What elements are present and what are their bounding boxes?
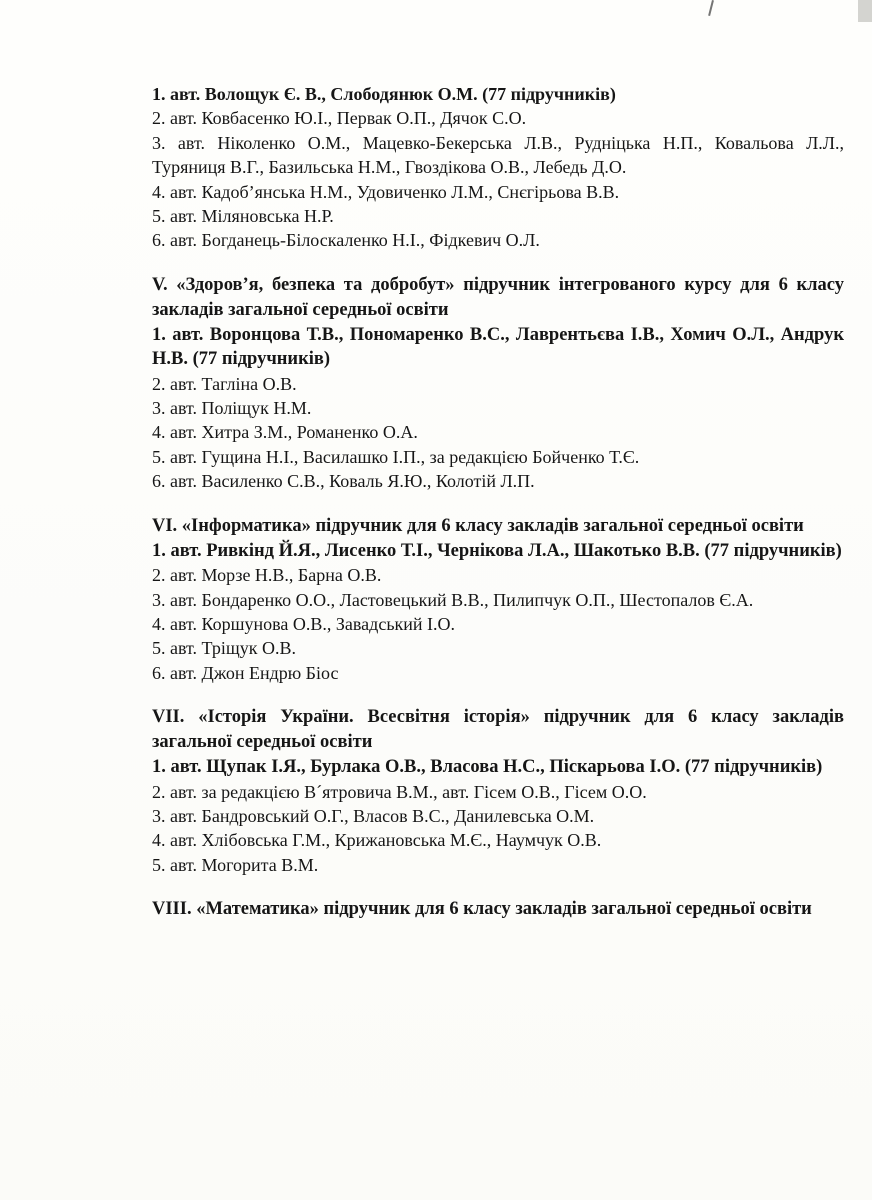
list-item: 2. авт. за редакцією В´ятровича В.М., авт. Гісем О.В., Гісем О.О.	[152, 781, 647, 802]
section-mathematics	[152, 897, 844, 922]
scan-edge	[858, 0, 872, 22]
pen-mark	[708, 0, 714, 16]
list-item: 3. авт. Ніколенко О.М., Мацевко-Бекерська Л.В., Рудніцька Н.П., Ковальова Л.Л., Туряниця В.Г., Базильська Н.М., Гвоздікова О.В., Лебедь Д.О.	[152, 132, 844, 178]
section-literature-continued	[152, 82, 844, 253]
list-item: 6. авт. Богданець-Білоскаленко Н.І., Фідкевич О.Л.	[152, 230, 540, 251]
list-item: 5. авт. Міляновська Н.Р.	[152, 206, 334, 227]
list-item: 3. авт. Бондаренко О.О., Ластовецький В.В., Пилипчук О.П., Шестопалов Є.А.	[152, 589, 754, 610]
section-gap	[152, 494, 844, 514]
section-history	[152, 705, 844, 877]
list-item: 2. авт. Ковбасенко Ю.І., Первак О.П., Дячок С.О.	[152, 108, 527, 129]
list-item: 4. авт. Кадоб’янська Н.М., Удовиченко Л.М., Снєгірьова В.В.	[152, 181, 620, 202]
list-item: 5. авт. Могорита В.М.	[152, 854, 319, 875]
section-heading: V. «Здоров’я, безпека та добробут» підручник інтегрованого курсу для 6 класу закладів загальної середньої освіти	[152, 274, 844, 320]
section-informatics	[152, 514, 844, 685]
section-gap	[152, 253, 844, 273]
list-item: 5. авт. Гущина Н.І., Василашко І.П., за редакцією Бойченко Т.Є.	[152, 446, 640, 467]
list-item: 5. авт. Тріщук О.В.	[152, 638, 296, 659]
section-heading: VI. «Інформатика» підручник для 6 класу закладів загальної середньої освіти	[152, 515, 804, 536]
list-item: 2. авт. Таглiна О.В.	[152, 373, 297, 394]
section-gap	[152, 685, 844, 705]
list-item: 3. авт. Поліщук Н.М.	[152, 398, 312, 419]
list-item: 6. авт. Василенко С.В., Коваль Я.Ю., Колотій Л.П.	[152, 471, 535, 492]
section-gap	[152, 877, 844, 897]
list-item-primary: 1. авт. Воронцова Т.В., Пономаренко В.С., Лаврентьєва І.В., Хомич О.Л., Андрук Н.В. (77 підручників)	[152, 324, 844, 370]
textbook-list	[152, 82, 844, 922]
section-heading: VII. «Історія України. Всесвітня історія» підручник для 6 класу закладів загальної середньої освіти	[152, 707, 844, 753]
list-item: 2. авт. Морзе Н.В., Барна О.В.	[152, 565, 382, 586]
list-item: 4. авт. Хлібовська Г.М., Крижановська М.Є., Наумчук О.В.	[152, 830, 602, 851]
list-item: 3. авт. Бандровський О.Г., Власов В.С., Данилевська О.М.	[152, 805, 595, 826]
list-item-primary: 1. авт. Волощук Є. В., Слободянюк О.М. (77 підручників)	[152, 84, 616, 104]
list-item: 6. авт. Джон Ендрю Біос	[152, 662, 339, 683]
list-item-primary: 1. авт. Ривкінд Й.Я., Лисенко Т.І., Чернікова Л.А., Шакотько В.В. (77 підручників)	[152, 540, 842, 561]
section-heading: VIII. «Математика» підручник для 6 класу закладів загальної середньої освіти	[152, 899, 812, 920]
list-item-primary: 1. авт. Щупак І.Я., Бурлака О.В., Власова Н.С., Піскарьова І.О. (77 підручників)	[152, 757, 823, 778]
list-item: 4. авт. Коршунова О.В., Завадський І.О.	[152, 613, 456, 634]
list-item: 4. авт. Хитра З.М., Романенко О.А.	[152, 422, 418, 443]
section-health-safety	[152, 273, 844, 494]
